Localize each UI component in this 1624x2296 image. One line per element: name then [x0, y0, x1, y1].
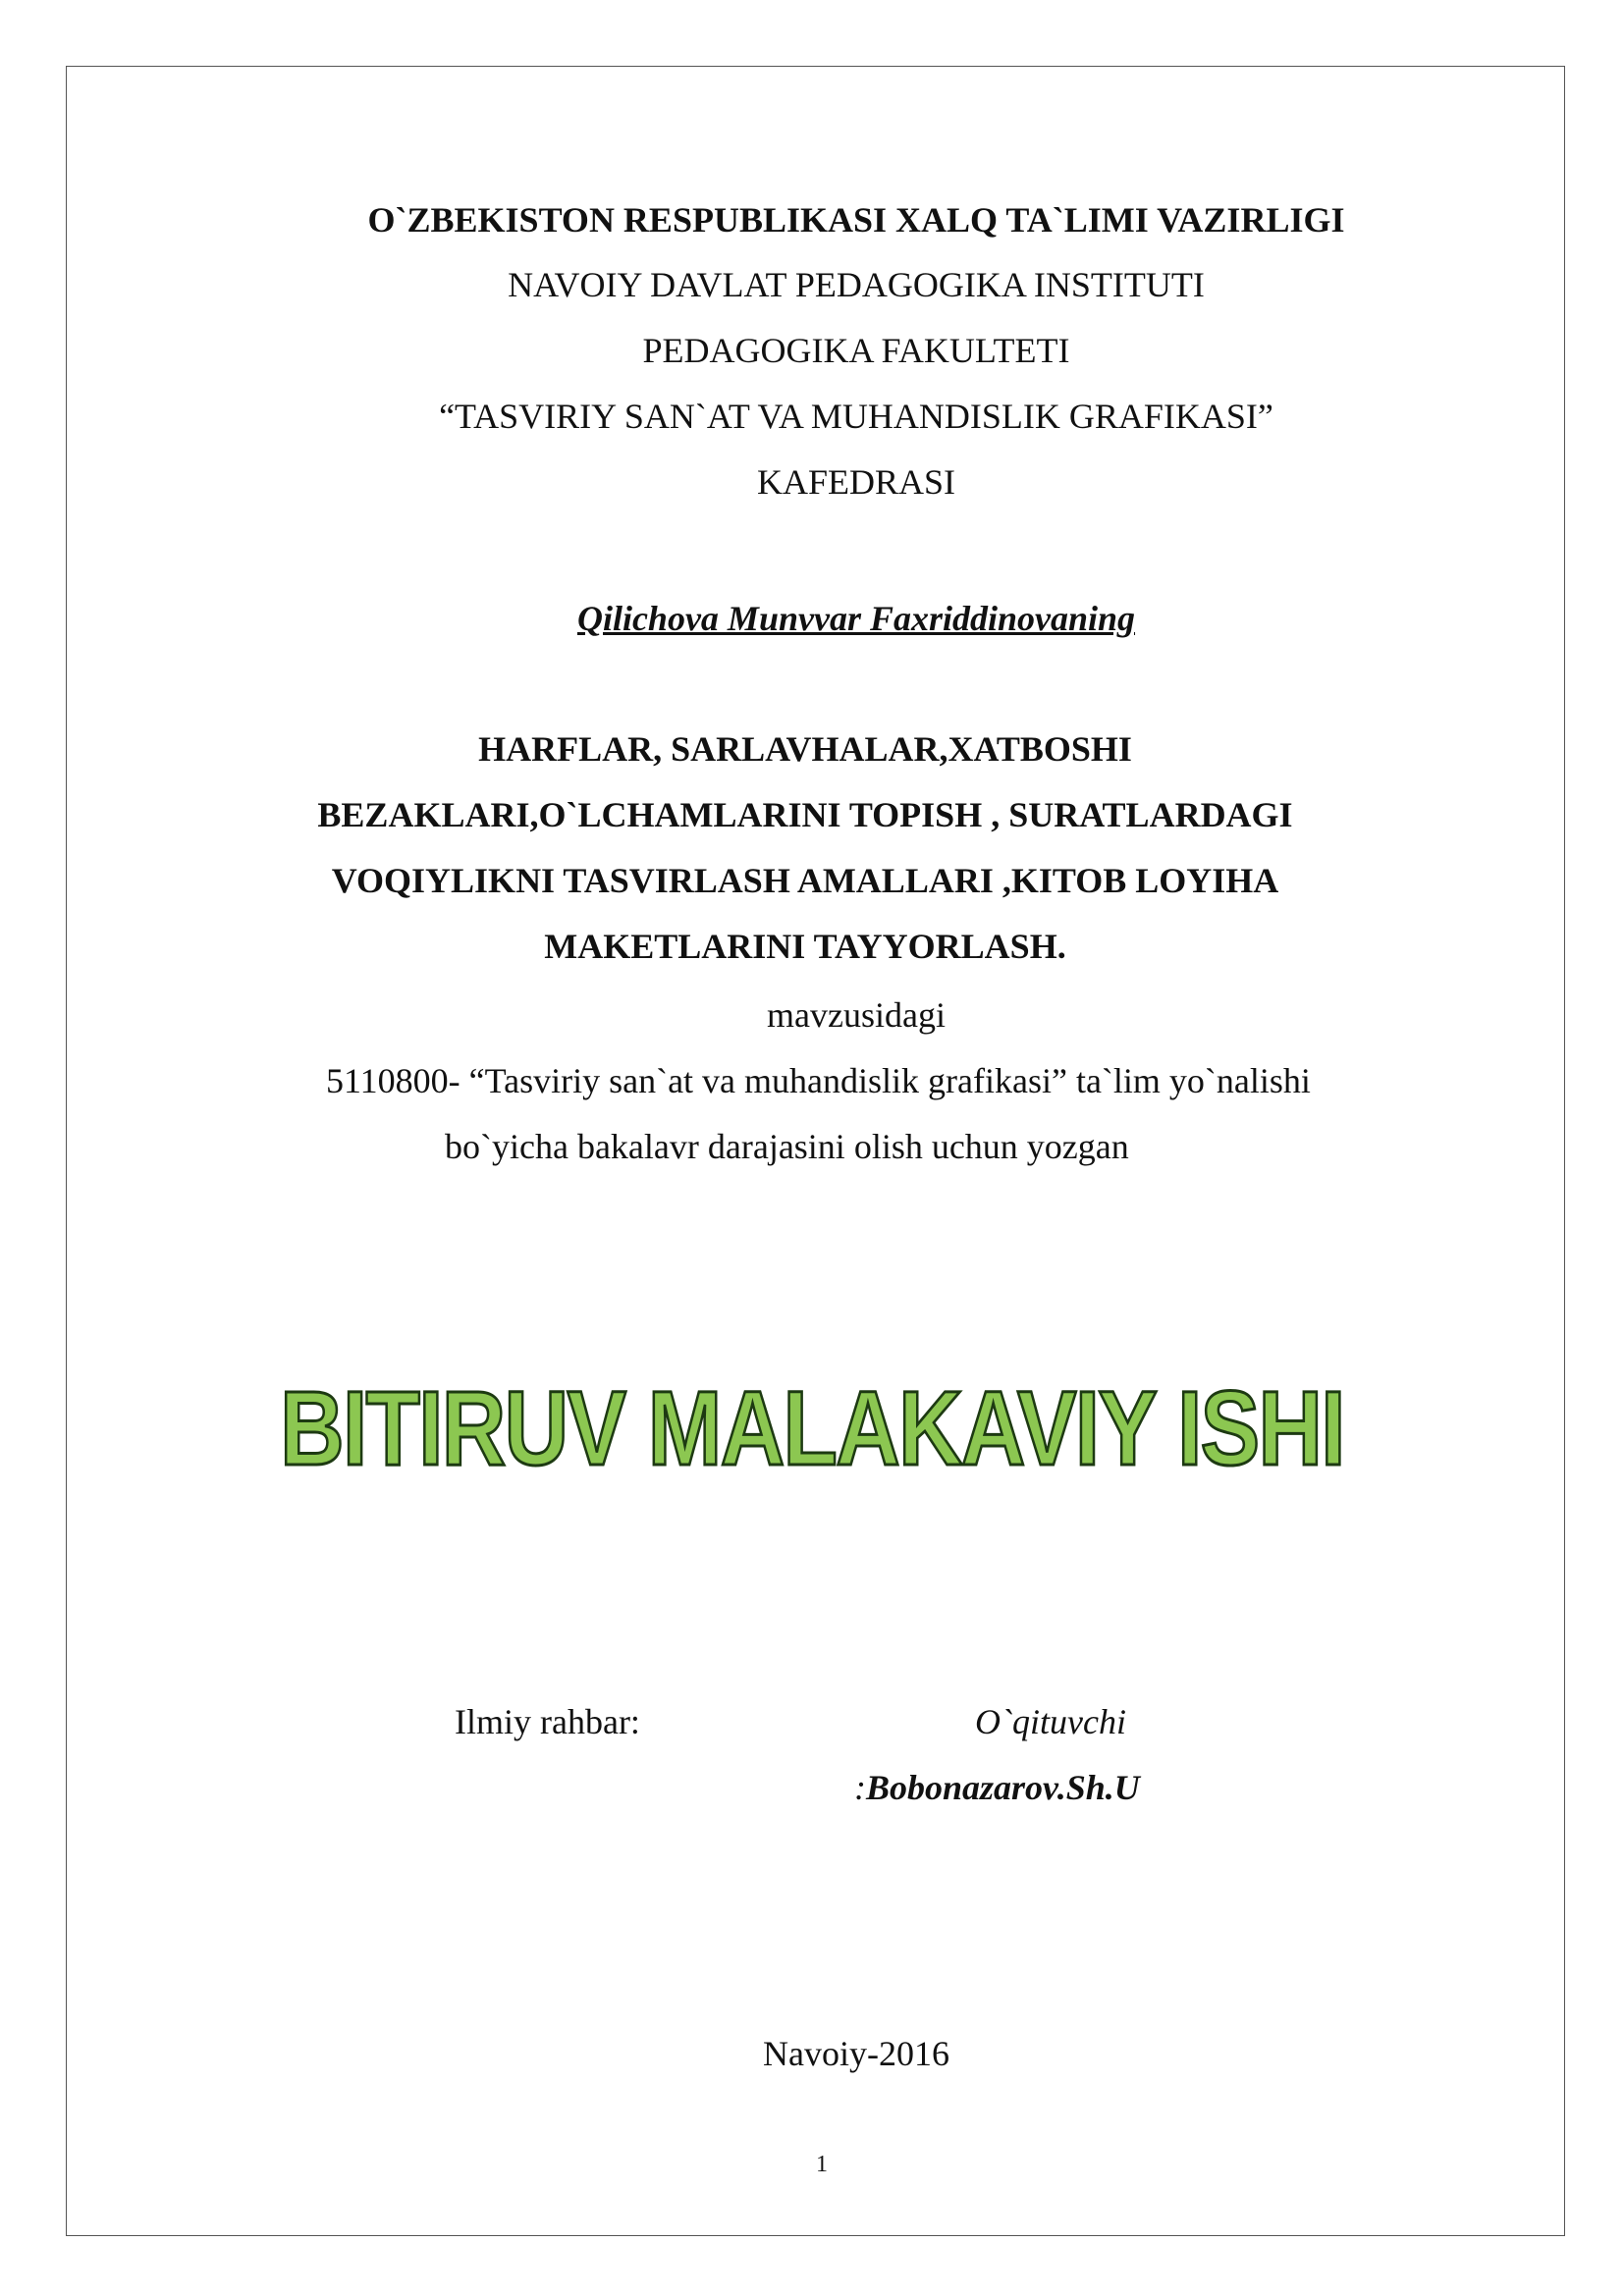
department-name: “TASVIRIY SAN`AT VA MUHANDISLIK GRAFIKASI”: [439, 397, 1273, 436]
work-title: BITIRUV MALAKAVIY ISHI: [280, 1368, 1344, 1487]
department-suffix: KAFEDRASI: [756, 462, 956, 502]
supervisor-name-line: [854, 1766, 1140, 1809]
specialty-line-1: 5110800- “Tasviriy san`at va muhandislik grafikasi” ta`lim yo`nalishi: [326, 1061, 1311, 1100]
topic-line-2: BEZAKLARI,O`LCHAMLARINI TOPISH , SURATLARDAGI: [317, 795, 1293, 834]
supervisor-name: Bobonazarov.Sh.U: [866, 1768, 1140, 1807]
ministry-heading: O`ZBEKISTON RESPUBLIKASI XALQ TA`LIMI VAZIRLIGI: [367, 200, 1345, 240]
topic-line-1: HARFLAR, SARLAVHALAR,XATBOSHI: [478, 729, 1132, 769]
topic-line-3: VOQIYLIKNI TASVIRLASH AMALLARI ,KITOB LOYIHA: [331, 861, 1279, 900]
faculty-name: PEDAGOGIKA FAKULTETI: [642, 331, 1070, 370]
supervisor-position: O`qituvchi: [975, 1702, 1126, 1741]
topic-line-4: MAKETLARINI TAYYORLASH.: [544, 927, 1066, 966]
topic-suffix: mavzusidagi: [767, 995, 946, 1035]
author-name: Qilichova Munvvar Faxriddinovaning: [576, 599, 1136, 638]
place-year: Navoiy-2016: [763, 2034, 949, 2073]
institute-name: NAVOIY DAVLAT PEDAGOGIKA INSTITUTI: [508, 265, 1205, 304]
supervisor-colon: :: [854, 1768, 866, 1807]
page-number: 1: [816, 2152, 828, 2177]
supervisor-label: Ilmiy rahbar:: [455, 1702, 640, 1741]
specialty-line-2: bo`yicha bakalavr darajasini olish uchun yozgan: [445, 1127, 1129, 1166]
thesis-topic: [245, 717, 1365, 980]
